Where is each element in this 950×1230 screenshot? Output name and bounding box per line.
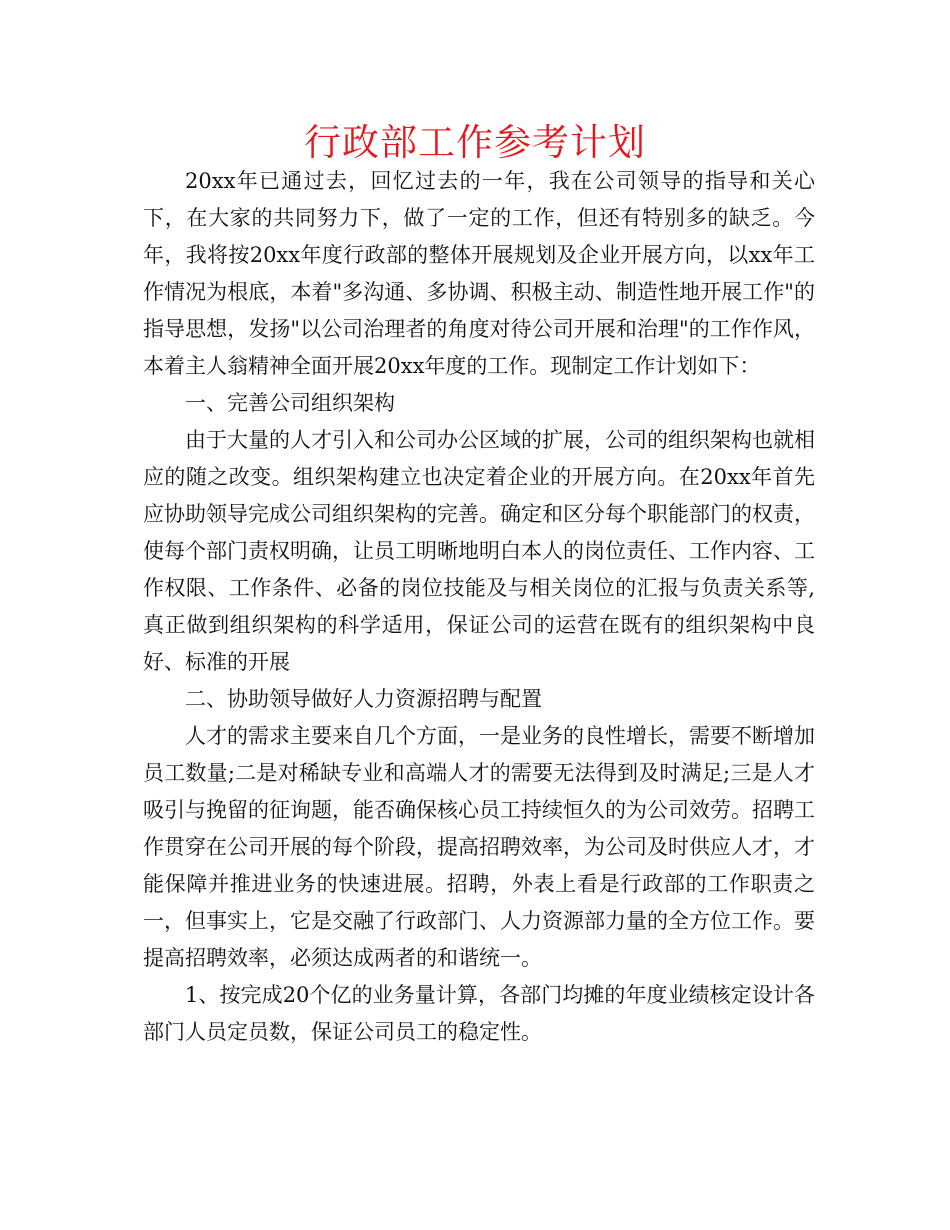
intro-paragraph: 20xx年已通过去，回忆过去的一年，我在公司领导的指导和关心下，在大家的共同努力下，做了一定的工作，但还有特别多的缺乏。今年，我将按20xx年度行政部的整体开展规划及企业开展方向，以xx年工作情况为根底，本着"多沟通、多协调、积极主动、制造性地开展工作"的指导思想，发扬"以公司治理者的角度对待公司开展和治理"的工作作风，本着主人翁精神全面开展20xx年度的工作。现制定工作计划如下： [143,169,815,378]
section-heading-2: 二、协助领导做好人力资源招聘与配置 [185,687,542,711]
section-1-paragraph: 由于大量的人才引入和公司办公区域的扩展，公司的组织架构也就相应的随之改变。组织架构建立也决定着企业的开展方向。在20xx年首先应协助领导完成公司组织架构的完善。确定和区分每个职能部门的权责，使每个部门责权明确，让员工明晰地明白本人的岗位责任、工作内容、工作权限、工作条件、必备的岗位技能及与相关岗位的汇报与负责关系等,真正做到组织架构的科学适用，保证公司的运营在既有的组织架构中良好、标准的开展 [143,428,815,674]
section-heading-1: 一、完善公司组织架构 [185,391,395,415]
document-title: 行政部工作参考计划 [304,121,646,164]
section-2-paragraph: 人才的需求主要来自几个方面，一是业务的良性增长，需要不断增加员工数量;二是对稀缺专业和高端人才的需要无法得到及时满足;三是人才吸引与挽留的征询题，能否确保核心员工持续恒久的为公司效劳。招聘工作贯穿在公司开展的每个阶段，提高招聘效率，为公司及时供应人才，才能保障并推进业务的快速进展。招聘，外表上看是行政部的工作职责之一，但事实上，它是交融了行政部门、人力资源部力量的全方位工作。要提高招聘效率，必须达成两者的和谐统一。 [143,724,815,970]
document-body [143,163,815,1051]
list-item-1: 1、按完成20个亿的业务量计算，各部门均摊的年度业绩核定设计各部门人员定员数，保证公司员工的稳定性。 [143,983,815,1044]
